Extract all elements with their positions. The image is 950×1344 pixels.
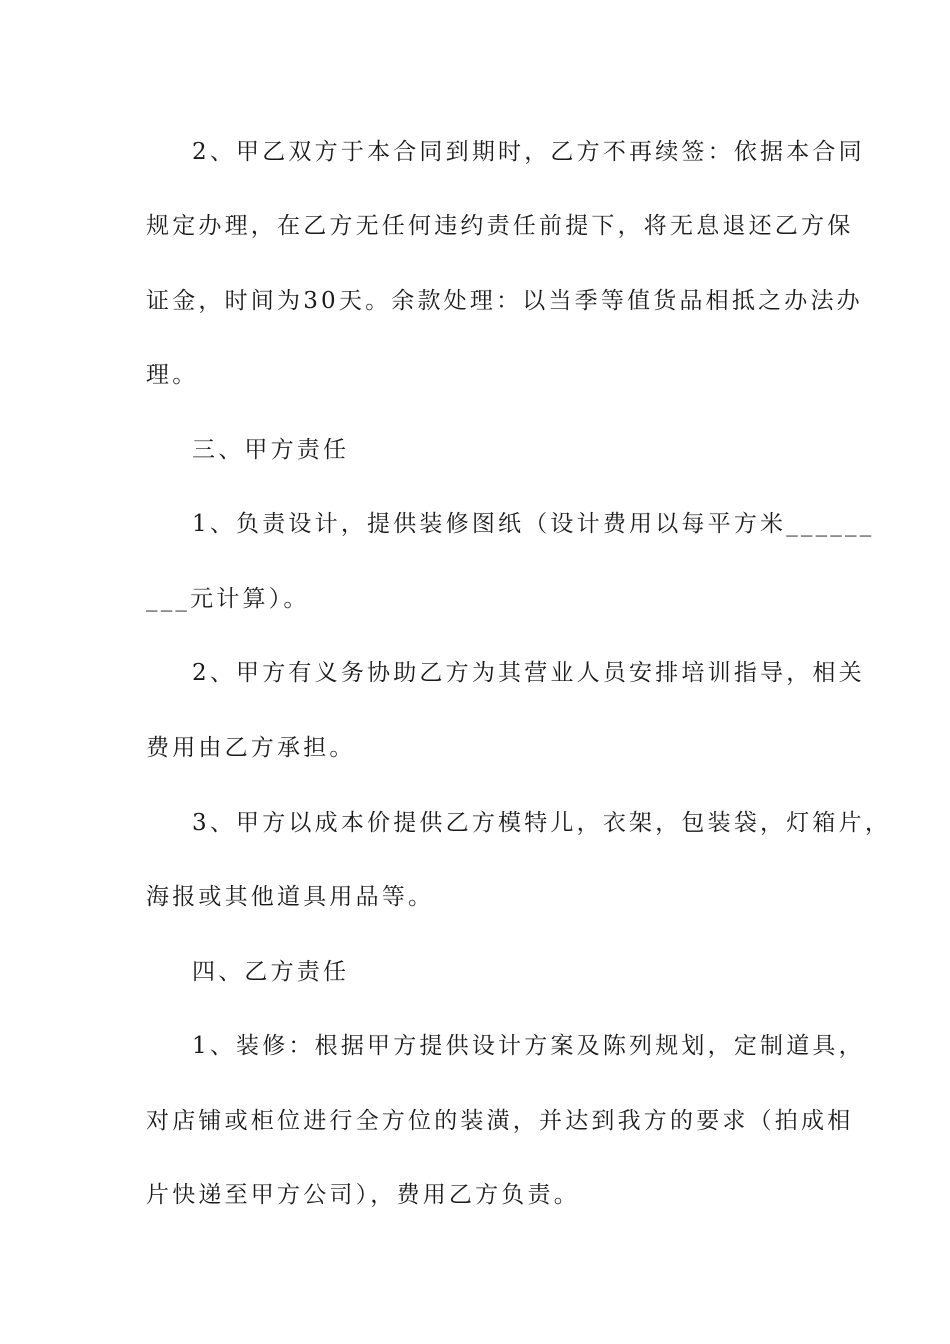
paragraph-line: 3、甲方以成本价提供乙方模特儿，衣架，包装袋，灯箱片， bbox=[192, 810, 892, 836]
paragraph-line: ___元计算）。 bbox=[146, 586, 310, 612]
paragraph-line: 2、甲乙双方于本合同到期时，乙方不再续签：依据本合同 bbox=[192, 139, 865, 165]
paragraph-line: 理。 bbox=[146, 362, 199, 388]
paragraph-line: 规定办理，在乙方无任何违约责任前提下，将无息退还乙方保 bbox=[146, 213, 854, 239]
paragraph-line: 海报或其他道具用品等。 bbox=[146, 884, 435, 910]
paragraph-line: 证金，时间为30天。余款处理：以当季等值货品相抵之办法办 bbox=[146, 288, 863, 314]
section-heading: 四、乙方责任 bbox=[192, 959, 350, 985]
paragraph-line: 1、负责设计，提供装修图纸（设计费用以每平方米______ bbox=[192, 511, 875, 537]
paragraph-line: 对店铺或柜位进行全方位的装潢，并达到我方的要求（拍成相 bbox=[146, 1108, 854, 1134]
section-heading: 三、甲方责任 bbox=[192, 437, 350, 463]
paragraph-line: 费用由乙方承担。 bbox=[146, 735, 356, 761]
paragraph-line: 1、装修：根据甲方提供设计方案及陈列规划，定制道具， bbox=[192, 1033, 865, 1059]
paragraph-line: 2、甲方有义务协助乙方为其营业人员安排培训指导，相关 bbox=[192, 660, 865, 686]
paragraph-line: 片快递至甲方公司），费用乙方负责。 bbox=[146, 1182, 580, 1208]
